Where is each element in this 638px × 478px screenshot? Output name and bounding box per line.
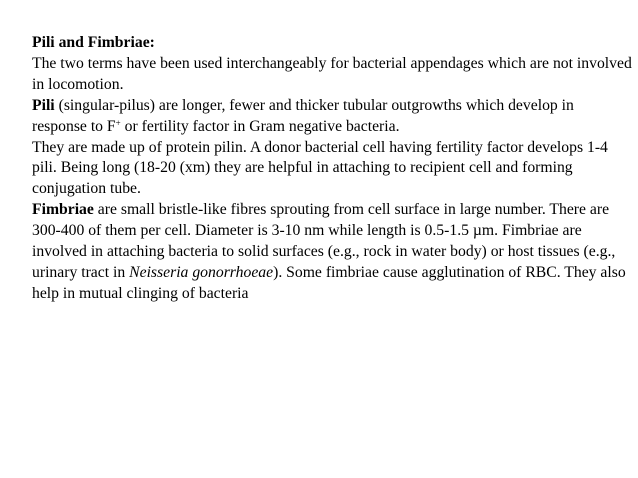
fimbriae-paragraph	[32, 200, 632, 305]
pili-paragraph	[32, 96, 632, 138]
heading	[32, 33, 632, 54]
fimbriae-term: Fimbriae	[32, 201, 94, 219]
pili-text-part1: (singular-pilus) are longer, fewer and thicker tubular outgrowths which develop in response to F	[32, 96, 574, 135]
pili-text-part2: or fertility factor in Gram negative bacteria.	[120, 117, 400, 135]
fimbriae-text-part2: ). Some fimbriae cause agglutination of RBC. They also help in mutual clinging of bacteria	[32, 263, 626, 302]
pili-term: Pili	[32, 96, 55, 114]
pili-detail-paragraph: They are made up of protein pilin. A donor bacterial cell having fertility factor develops 1-4 pili. Being long (18-20 (xm) they are helpful in attaching to recipient cell and forming conjugation tube.	[32, 138, 608, 198]
heading-text: Pili and Fimbriae:	[32, 34, 155, 51]
species-name: Neisseria gonorrhoeae	[129, 263, 274, 281]
f-plus-superscript: +	[115, 117, 121, 128]
fimbriae-text-part1: are small bristle-like fibres sprouting from cell surface in large number. There are 300-400 of them per cell. Diameter is 3-10 nm while length is 0.5-1.5 µm. Fimbriae are involved in attaching bacteria to solid surfaces (e.g., rock in water body) or host tissues (e.g., urinary tract in	[32, 201, 616, 281]
slide-text-block	[32, 33, 632, 305]
intro-paragraph: The two terms have been used interchangeably for bacterial appendages which are not involved in locomotion.	[32, 54, 632, 93]
